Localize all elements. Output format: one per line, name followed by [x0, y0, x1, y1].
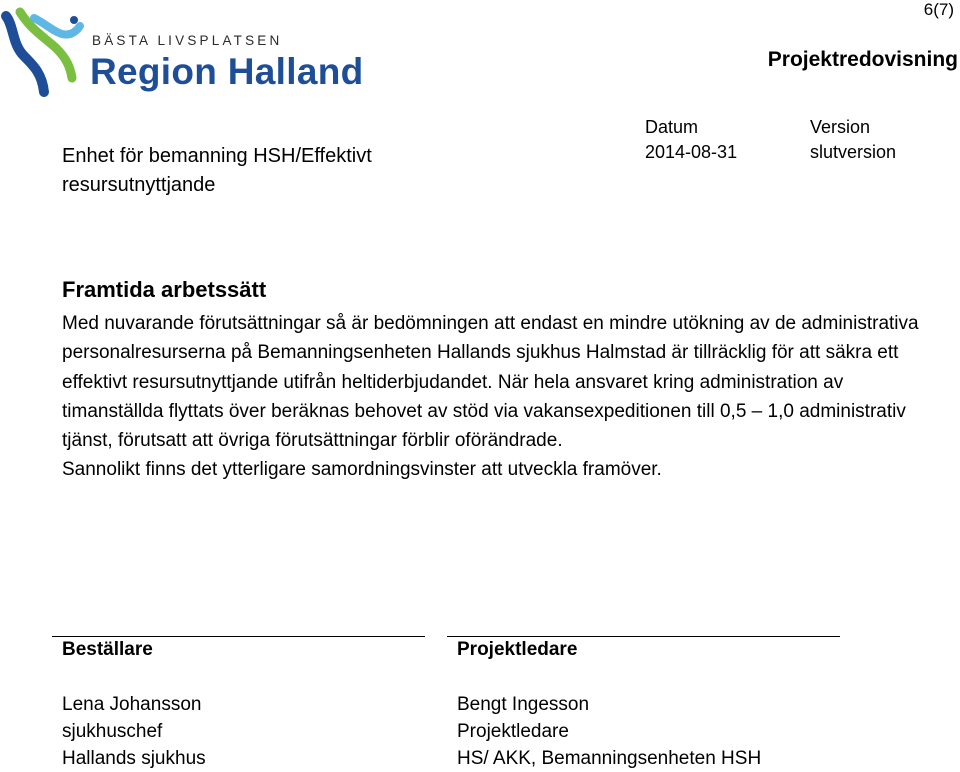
signature-title-orderer: Beställare — [62, 639, 153, 660]
body-paragraph: Med nuvarande förutsättningar så är bedömningen att endast en mindre utökning av de administrativa personalresurserna på Bemanningsenheten Hallands sjukhus Halmstad är tillräcklig för att säkra ett effektivt resursutnyttjande utifrån heltiderbjudandet. När hela ansvaret kring administration av timanställda flyttats över beräknas behovet av stöd via vakansexpeditionen till 0,5 – 1,0 administrativ tjänst, förutsatt att övriga förutsättningar förblir oförändrade. — [62, 313, 919, 452]
signatory-name: Lena Johansson — [62, 694, 202, 715]
signature-block-orderer — [62, 691, 206, 772]
body-paragraph: Sannolikt finns det ytterligare samordningsvinster att utveckla framöver. — [62, 459, 662, 481]
signatory-role: Projektledare — [457, 721, 569, 742]
date-label: Datum — [645, 117, 699, 137]
section-heading: Framtida arbetssätt — [62, 277, 267, 302]
signatory-org: HS/ AKK, Bemanningsenheten HSH — [457, 748, 762, 769]
signature-line — [447, 636, 840, 637]
signatory-role: sjukhuschef — [62, 721, 163, 742]
signature-title-project-lead: Projektledare — [457, 639, 578, 660]
signatory-org: Hallands sjukhus — [62, 748, 206, 769]
signature-block-project-lead — [457, 691, 761, 772]
logo-tagline: BÄSTA LIVSPLATSEN — [92, 33, 283, 48]
unit-name: Enhet för bemanning HSH/Effektivt resursutnyttjande — [62, 145, 372, 196]
date-value: 2014-08-31 — [645, 142, 738, 162]
region-halland-logo-icon — [0, 4, 90, 99]
signature-line — [52, 636, 425, 637]
version-label: Version — [810, 117, 871, 137]
section-body — [62, 309, 942, 485]
version-value: slutversion — [810, 142, 897, 162]
page-number: 6(7) — [923, 0, 954, 19]
logo-wordmark: Region Halland — [90, 51, 364, 92]
document-type: Projektredovisning — [767, 48, 958, 71]
signatory-name: Bengt Ingesson — [457, 694, 590, 715]
